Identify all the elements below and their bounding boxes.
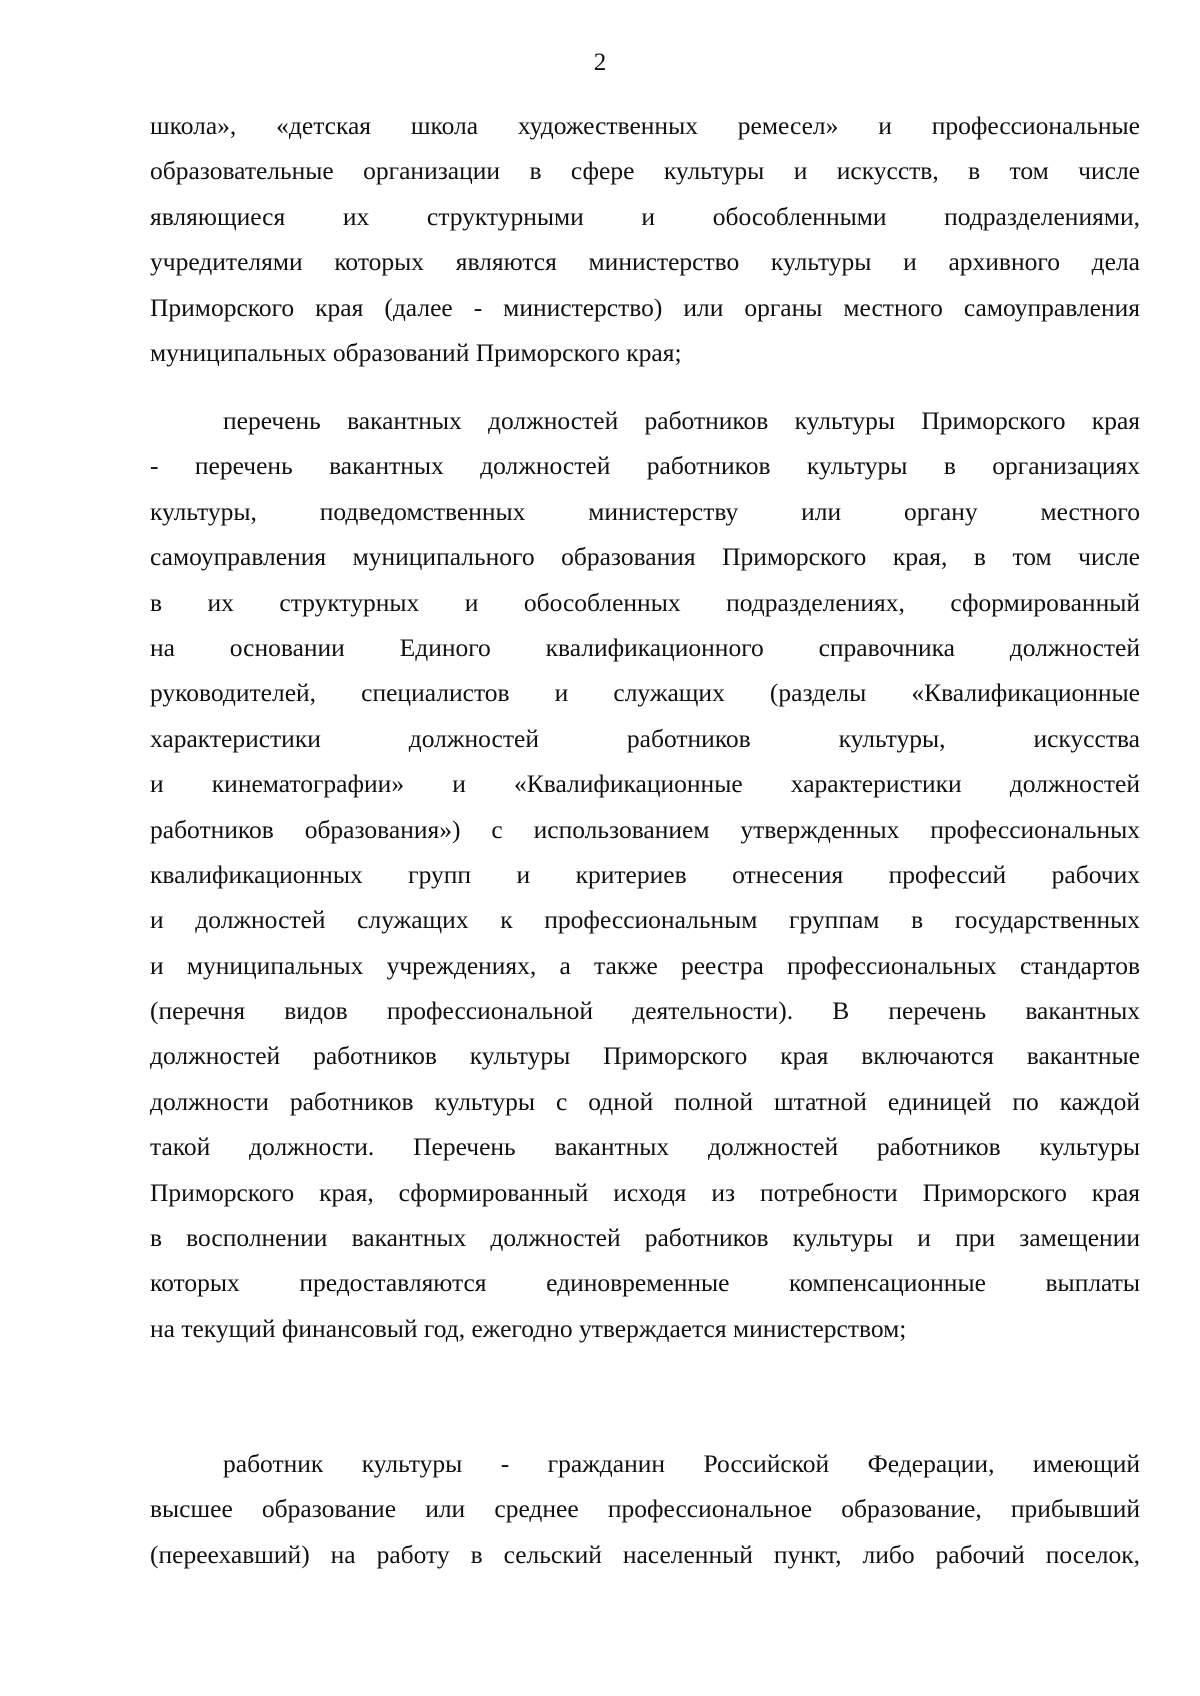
text-line: такой должности. Перечень вакантных должностей работников культуры <box>150 1132 1140 1162</box>
text-line: высшее образование или среднее профессиональное образование, прибывший <box>150 1494 1140 1524</box>
text-line: в их структурных и обособленных подразделениях, сформированный <box>150 587 1140 617</box>
text-line: на текущий финансовый год, ежегодно утверждается министерством; <box>150 1313 907 1343</box>
text-line: на основании Единого квалификационного справочника должностей <box>150 632 1140 662</box>
text-line: должности работников культуры с одной полной штатной единицей по каждой <box>150 1086 1140 1116</box>
text-line: характеристики должностей работников культуры, искусства <box>150 723 1140 753</box>
text-line: и муниципальных учреждениях, а также реестра профессиональных стандартов <box>150 950 1140 980</box>
page-number: 2 <box>593 49 607 76</box>
text-line: работник культуры - гражданин Российской Федерации, имеющий <box>223 1449 1140 1478</box>
paragraph-3 <box>150 1441 1140 1577</box>
text-line: которых предоставляются единовременные компенсационные выплаты <box>150 1268 1140 1298</box>
text-line: самоуправления муниципального образования Приморского края, в том числе <box>150 542 1140 572</box>
text-line: и кинематографии» и «Квалификационные характеристики должностей <box>150 769 1140 799</box>
text-line: (переехавший) на работу в сельский населенный пункт, либо рабочий поселок, <box>150 1539 1140 1569</box>
text-line: культуры, подведомственных министерству или органу местного <box>150 496 1140 526</box>
paragraph-2 <box>150 398 1140 1351</box>
text-line: муниципальных образований Приморского края; <box>150 337 682 367</box>
text-line: образовательные организации в сфере культуры и искусств, в том числе <box>150 156 1140 186</box>
text-line: учредителями которых являются министерство культуры и архивного дела <box>150 247 1140 277</box>
text-line: - перечень вакантных должностей работников культуры в организациях <box>150 451 1140 481</box>
text-line: руководителей, специалистов и служащих (разделы «Квалификационные <box>150 678 1140 708</box>
text-line: Приморского края (далее - министерство) или органы местного самоуправления <box>150 292 1140 322</box>
text-line: и должностей служащих к профессиональным группам в государственных <box>150 905 1140 935</box>
text-line: (перечня видов профессиональной деятельности). В перечень вакантных <box>150 996 1140 1026</box>
text-line: перечень вакантных должностей работников культуры Приморского края <box>223 406 1140 435</box>
text-line: работников образования») с использованием утвержденных профессиональных <box>150 814 1140 844</box>
text-line: школа», «детская школа художественных ремесел» и профессиональные <box>150 111 1140 140</box>
text-line: квалификационных групп и критериев отнесения профессий рабочих <box>150 859 1140 889</box>
text-line: должностей работников культуры Приморского края включаются вакантные <box>150 1041 1140 1071</box>
text-line: в восполнении вакантных должностей работников культуры и при замещении <box>150 1223 1140 1253</box>
paragraph-1 <box>150 103 1140 375</box>
text-line: Приморского края, сформированный исходя из потребности Приморского края <box>150 1177 1140 1207</box>
text-line: являющиеся их структурными и обособленными подразделениями, <box>150 201 1140 231</box>
